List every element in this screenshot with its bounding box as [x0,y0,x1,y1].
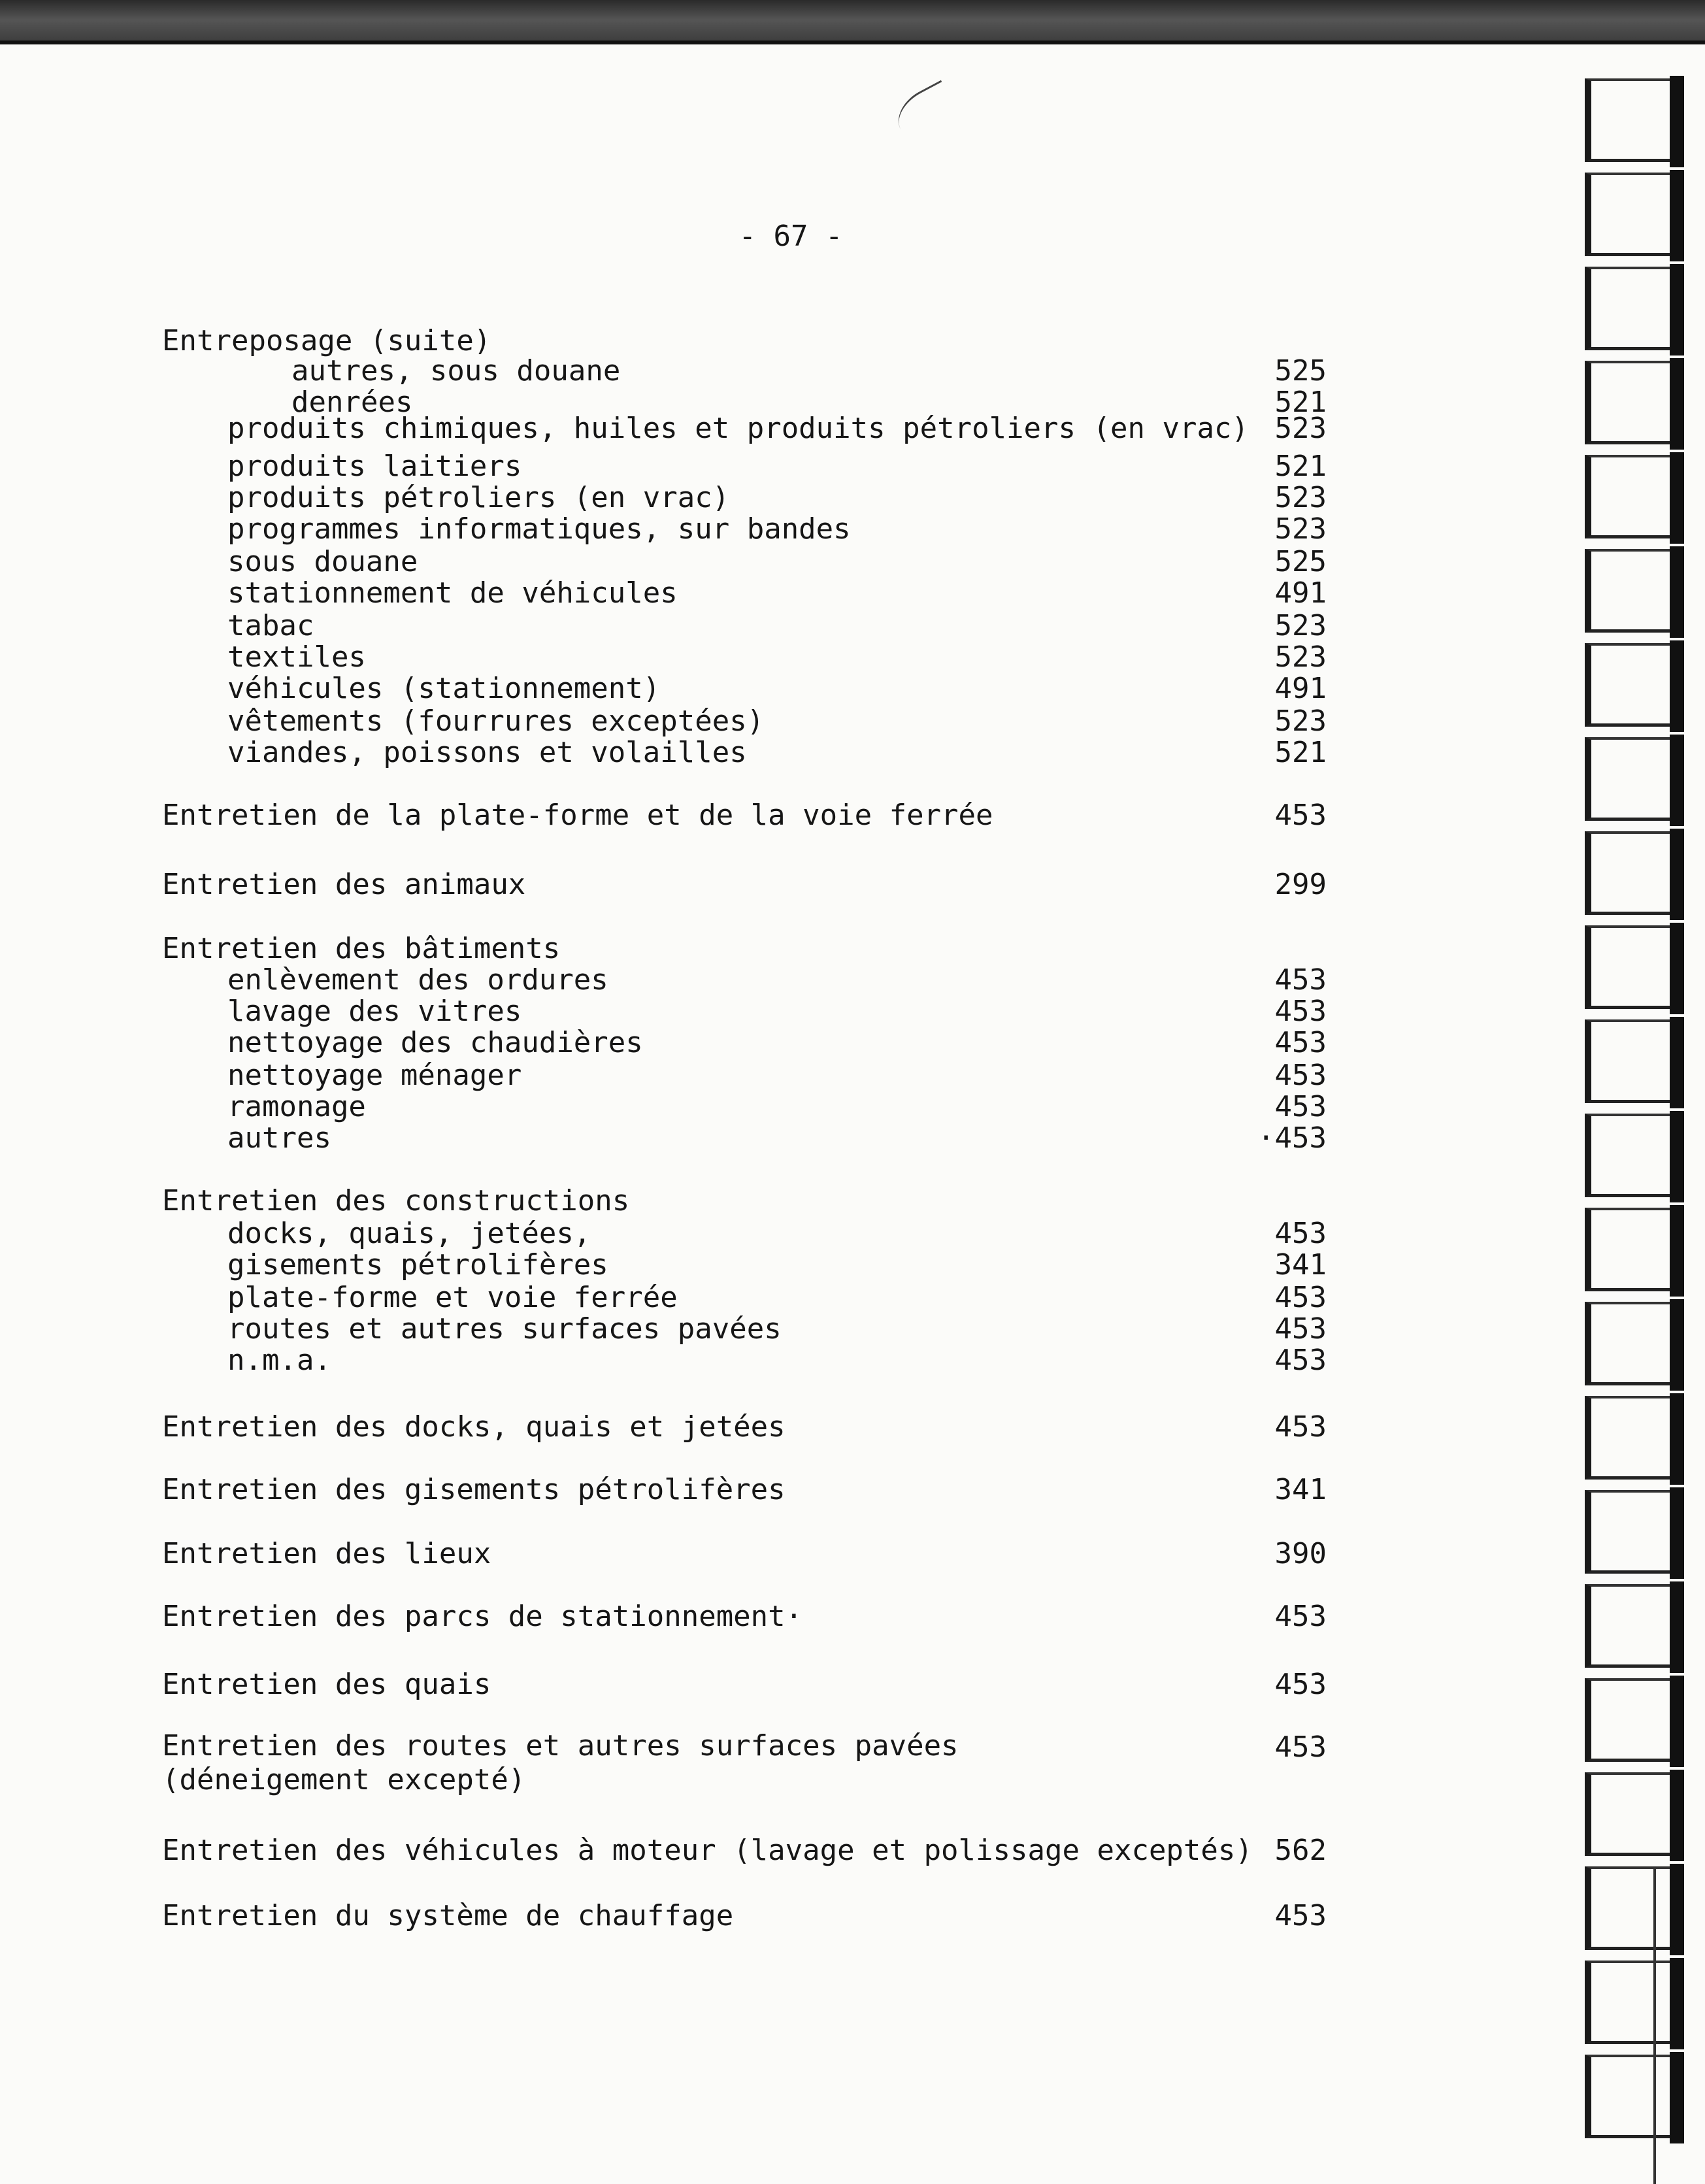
index-entry [0,1342,1705,1379]
entry-code: 525 [1274,354,1327,388]
binder-ring [1585,1866,1683,1950]
binder-ring [1585,455,1683,538]
index-entry [0,1025,1705,1061]
entry-label: Entretien du système de chauffage [162,1899,734,1932]
entry-code: 453 [1274,1059,1327,1092]
binder-ring [1585,1678,1683,1762]
binder-ring [1585,1302,1683,1385]
entry-code: 453 [1274,1344,1327,1377]
entry-code: 341 [1274,1248,1327,1282]
index-entry [0,1247,1705,1283]
entry-code: 562 [1274,1834,1327,1867]
entry-label: docks, quais, jetées, [227,1217,591,1250]
binder-ring [1585,173,1683,256]
binder-ring [1585,1584,1683,1668]
entry-label: plate-forme et voie ferrée [227,1281,678,1314]
entry-label: Entretien de la plate-forme et de la voie ferrée [162,799,993,832]
index-entry [0,1598,1705,1635]
entry-code: 523 [1274,640,1327,674]
index-entry [0,1666,1705,1703]
index-entry [0,670,1705,707]
entry-label: produits laitiers [227,450,522,483]
index-entry [0,511,1705,548]
entry-label: Entretien des quais [162,1668,491,1701]
entry-label: autres [227,1121,331,1155]
entry-label: Entretien des lieux [162,1537,491,1570]
entry-code: 523 [1274,609,1327,642]
entry-label: produits chimiques, huiles et produits pétroliers (en vrac) [227,412,1249,445]
entry-code: 523 [1274,412,1327,445]
entry-label: Entretien des constructions [162,1184,630,1217]
binder-ring [1585,643,1683,727]
index-entry [0,410,1705,447]
entry-label: tabac [227,609,314,642]
index-entry [0,867,1705,903]
entry-code: 453 [1274,1730,1327,1764]
entry-label: textiles [227,640,366,674]
entry-code: 521 [1274,736,1327,769]
entry-code: 453 [1274,1600,1327,1633]
index-entry [0,1472,1705,1508]
entry-code: 453 [1274,1410,1327,1444]
entry-code: 453 [1274,1668,1327,1701]
binder-ring [1585,1490,1683,1574]
entry-code: 453 [1274,1217,1327,1250]
entry-label: autres, sous douane [291,354,621,388]
entry-label: vêtements (fourrures exceptées) [227,704,765,738]
entry-code: 453 [1274,1090,1327,1123]
entry-label: enlèvement des ordures [227,963,608,997]
index-entry [0,1898,1705,1934]
binder-ring [1585,831,1683,915]
binder-ring [1585,737,1683,821]
entry-label: Entreposage (suite) [162,324,491,357]
entry-code: 299 [1274,868,1327,901]
index-entry [0,1832,1705,1869]
entry-label: Entretien des gisements pétrolifères [162,1473,786,1506]
entry-label: stationnement de véhicules [227,576,678,610]
scan-top-edge [0,0,1705,44]
entry-label: sous douane [227,545,418,578]
binder-ring [1585,2055,1683,2138]
entry-code: 525 [1274,545,1327,578]
binder-rings [1585,78,1689,2184]
entry-code: ·453 [1257,1121,1327,1155]
entry-code: 453 [1274,799,1327,832]
index-entry [0,797,1705,834]
entry-label: véhicules (stationnement) [227,672,661,705]
entry-label: nettoyage des chaudières [227,1026,643,1059]
binder-ring [1585,1208,1683,1291]
index-entry [0,1729,1705,1801]
index-entry [0,735,1705,771]
entry-label: routes et autres surfaces pavées [227,1312,782,1346]
entry-code: 453 [1274,1899,1327,1932]
binder-ring [1585,1961,1683,2044]
entry-label: Entretien des routes et autres surfaces pavées (déneigement excepté) [162,1729,959,1796]
entry-code: 521 [1274,386,1327,419]
binder-spine [1653,1869,1656,2184]
entry-label: lavage des vitres [227,995,522,1028]
binder-ring [1585,1396,1683,1480]
entry-code: 521 [1274,450,1327,483]
binder-ring [1585,1019,1683,1103]
index-entry [0,1120,1705,1157]
entry-code: 341 [1274,1473,1327,1506]
binder-ring [1585,925,1683,1009]
entry-label: Entretien des véhicules à moteur (lavage et polissage exceptés) [162,1834,1253,1867]
entry-label: denrées [291,386,413,419]
entry-label: gisements pétrolifères [227,1248,608,1282]
entry-code: 453 [1274,1026,1327,1059]
entry-code: 453 [1274,995,1327,1028]
index-entry [0,1536,1705,1572]
index-entry [0,575,1705,612]
binder-ring [1585,78,1683,162]
index-entry [0,1409,1705,1446]
entry-label: Entretien des docks, quais et jetées [162,1410,786,1444]
entry-code: 390 [1274,1537,1327,1570]
entry-label: viandes, poissons et volailles [227,736,747,769]
entry-label: Entretien des parcs de stationnement· [162,1600,803,1633]
binder-ring [1585,549,1683,633]
binder-ring [1585,267,1683,350]
entry-label: Entretien des animaux [162,868,526,901]
binder-ring [1585,361,1683,444]
entry-label: programmes informatiques, sur bandes [227,512,851,546]
page-number: - 67 - [738,220,843,253]
entry-label: produits pétroliers (en vrac) [227,481,730,514]
entry-label: n.m.a. [227,1344,331,1377]
entry-code: 453 [1274,1281,1327,1314]
entry-code: 523 [1274,704,1327,738]
entry-code: 453 [1274,963,1327,997]
entry-label: Entretien des bâtiments [162,932,561,965]
binder-ring [1585,1772,1683,1856]
entry-code: 491 [1274,576,1327,610]
binder-ring [1585,1114,1683,1197]
entry-code: 523 [1274,481,1327,514]
entry-label: nettoyage ménager [227,1059,522,1092]
entry-code: 523 [1274,512,1327,546]
index-entry [0,1183,1705,1219]
entry-code: 453 [1274,1312,1327,1346]
entry-code: 491 [1274,672,1327,705]
entry-label: ramonage [227,1090,366,1123]
pen-mark [889,80,960,144]
